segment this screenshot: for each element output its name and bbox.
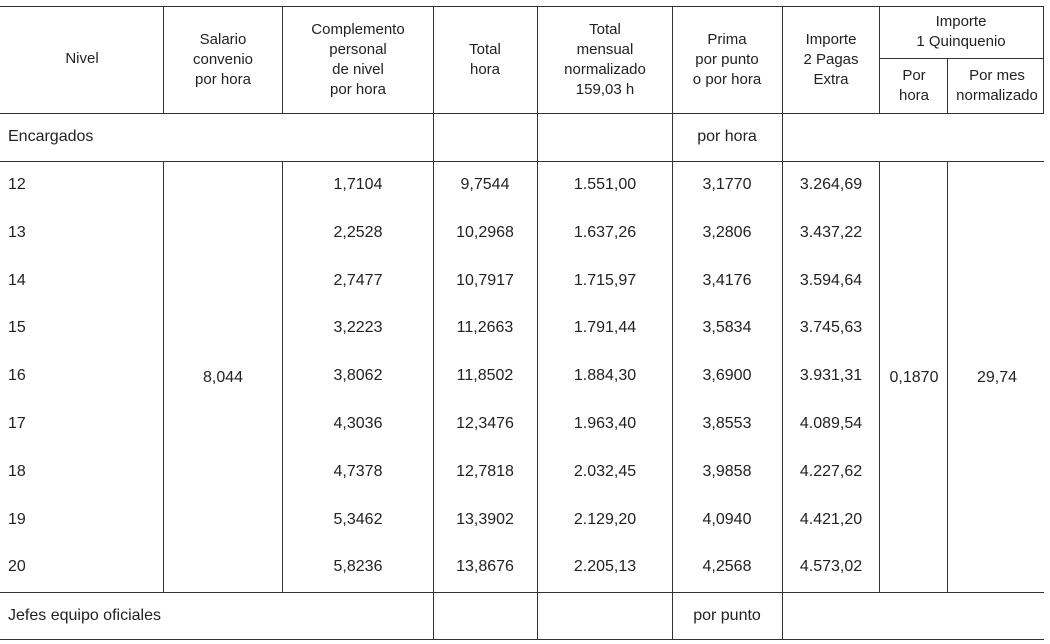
cell-total-hora: 13,3902 — [456, 511, 514, 528]
cell-total-mensual: 2.032,45 — [573, 463, 637, 480]
cell-nivel: 13 — [8, 224, 26, 241]
header-complemento — [311, 20, 404, 100]
cell-prima: 3,4176 — [702, 272, 752, 289]
header-line: por hora — [195, 71, 251, 88]
header-line: Total — [469, 41, 501, 58]
cell-total-mensual: 2.129,20 — [573, 511, 637, 528]
header-line: Salario — [199, 31, 247, 48]
header-line: o por hora — [692, 71, 762, 88]
cell-complemento: 4,3036 — [333, 415, 383, 432]
cell-importe-pagas: 3.264,69 — [799, 176, 863, 193]
header-line: Por mes — [969, 67, 1025, 84]
header-line: hora — [898, 87, 930, 104]
salario-convenio-value: 8,044 — [202, 369, 244, 386]
header-line: por punto — [695, 51, 759, 68]
cell-complemento: 2,7477 — [333, 272, 383, 289]
quinquenio-por-hora-value: 0,1870 — [889, 369, 939, 386]
cell-nivel: 14 — [8, 272, 26, 289]
header-importe-pagas — [803, 30, 858, 90]
header-quinquenio-hora — [899, 66, 929, 106]
cell-importe-pagas: 4.573,02 — [799, 558, 863, 575]
section-prima-label: por punto — [693, 607, 761, 624]
cell-total-hora: 10,2968 — [456, 224, 514, 241]
cell-prima: 3,1770 — [702, 176, 752, 193]
cell-prima: 3,8553 — [702, 415, 752, 432]
header-prima — [693, 30, 761, 90]
cell-complemento: 5,3462 — [333, 511, 383, 528]
cell-total-hora: 13,8676 — [456, 558, 514, 575]
header-nivel: Nivel — [65, 50, 99, 67]
header-line: Importe — [935, 13, 987, 30]
cell-importe-pagas: 4.089,54 — [799, 415, 863, 432]
header-quinquenio — [916, 12, 1005, 52]
cell-prima: 4,2568 — [702, 558, 752, 575]
cell-total-hora: 11,2663 — [456, 319, 514, 336]
cell-nivel: 20 — [8, 558, 26, 575]
cell-total-mensual: 2.205,13 — [573, 558, 637, 575]
section-label: Jefes equipo oficiales — [8, 607, 161, 624]
header-line: 2 Pagas — [803, 51, 859, 68]
cell-nivel: 16 — [8, 367, 26, 384]
cell-total-hora: 12,7818 — [456, 463, 514, 480]
section-label: Encargados — [8, 128, 94, 145]
cell-prima: 3,5834 — [702, 319, 752, 336]
header-salario — [193, 30, 253, 90]
cell-total-hora: 11,8502 — [456, 367, 514, 384]
cell-complemento: 1,7104 — [333, 176, 383, 193]
header-total-mensual — [564, 20, 646, 100]
cell-total-mensual: 1.551,00 — [573, 176, 637, 193]
header-line: de nivel — [332, 61, 384, 78]
header-line: normalizado — [956, 87, 1038, 104]
cell-prima: 3,6900 — [702, 367, 752, 384]
cell-total-hora: 10,7917 — [456, 272, 514, 289]
cell-importe-pagas: 3.931,31 — [799, 367, 863, 384]
header-line: 159,03 h — [575, 81, 635, 98]
cell-total-hora: 9,7544 — [460, 176, 510, 193]
header-line: Importe — [805, 31, 857, 48]
header-quinquenio-mes — [956, 66, 1038, 106]
header-total-hora — [469, 40, 501, 80]
header-line: convenio — [192, 51, 254, 68]
cell-importe-pagas: 4.227,62 — [799, 463, 863, 480]
cell-importe-pagas: 4.421,20 — [799, 511, 863, 528]
cell-complemento: 3,8062 — [333, 367, 383, 384]
cell-total-mensual: 1.884,30 — [573, 367, 637, 384]
header-line: hora — [469, 61, 501, 78]
cell-prima: 3,9858 — [702, 463, 752, 480]
cell-complemento: 4,7378 — [333, 463, 383, 480]
cell-complemento: 5,8236 — [333, 558, 383, 575]
header-line: Complemento — [311, 21, 405, 38]
header-line: personal — [329, 41, 387, 58]
cell-nivel: 15 — [8, 319, 26, 336]
header-line: Prima — [707, 31, 747, 48]
cell-prima: 3,2806 — [702, 224, 752, 241]
section-prima-label: por hora — [697, 128, 757, 145]
cell-total-mensual: 1.963,40 — [573, 415, 637, 432]
cell-total-mensual: 1.791,44 — [573, 319, 637, 336]
cell-importe-pagas: 3.594,64 — [799, 272, 863, 289]
cell-nivel: 19 — [8, 511, 26, 528]
cell-complemento: 2,2528 — [333, 224, 383, 241]
header-line: normalizado — [564, 61, 646, 78]
cell-complemento: 3,2223 — [333, 319, 383, 336]
cell-importe-pagas: 3.437,22 — [799, 224, 863, 241]
cell-total-hora: 12,3476 — [456, 415, 514, 432]
quinquenio-por-mes-value: 29,74 — [976, 369, 1018, 386]
header-line: mensual — [576, 41, 634, 58]
header-line: 1 Quinquenio — [916, 33, 1006, 50]
cell-prima: 4,0940 — [702, 511, 752, 528]
cell-nivel: 18 — [8, 463, 26, 480]
header-line: Extra — [813, 71, 849, 88]
header-line: Total — [589, 21, 621, 38]
cell-total-mensual: 1.715,97 — [573, 272, 637, 289]
header-line: Por — [902, 67, 926, 84]
cell-nivel: 17 — [8, 415, 26, 432]
cell-importe-pagas: 3.745,63 — [799, 319, 863, 336]
header-line: por hora — [330, 81, 386, 98]
cell-nivel: 12 — [8, 176, 26, 193]
cell-total-mensual: 1.637,26 — [573, 224, 637, 241]
